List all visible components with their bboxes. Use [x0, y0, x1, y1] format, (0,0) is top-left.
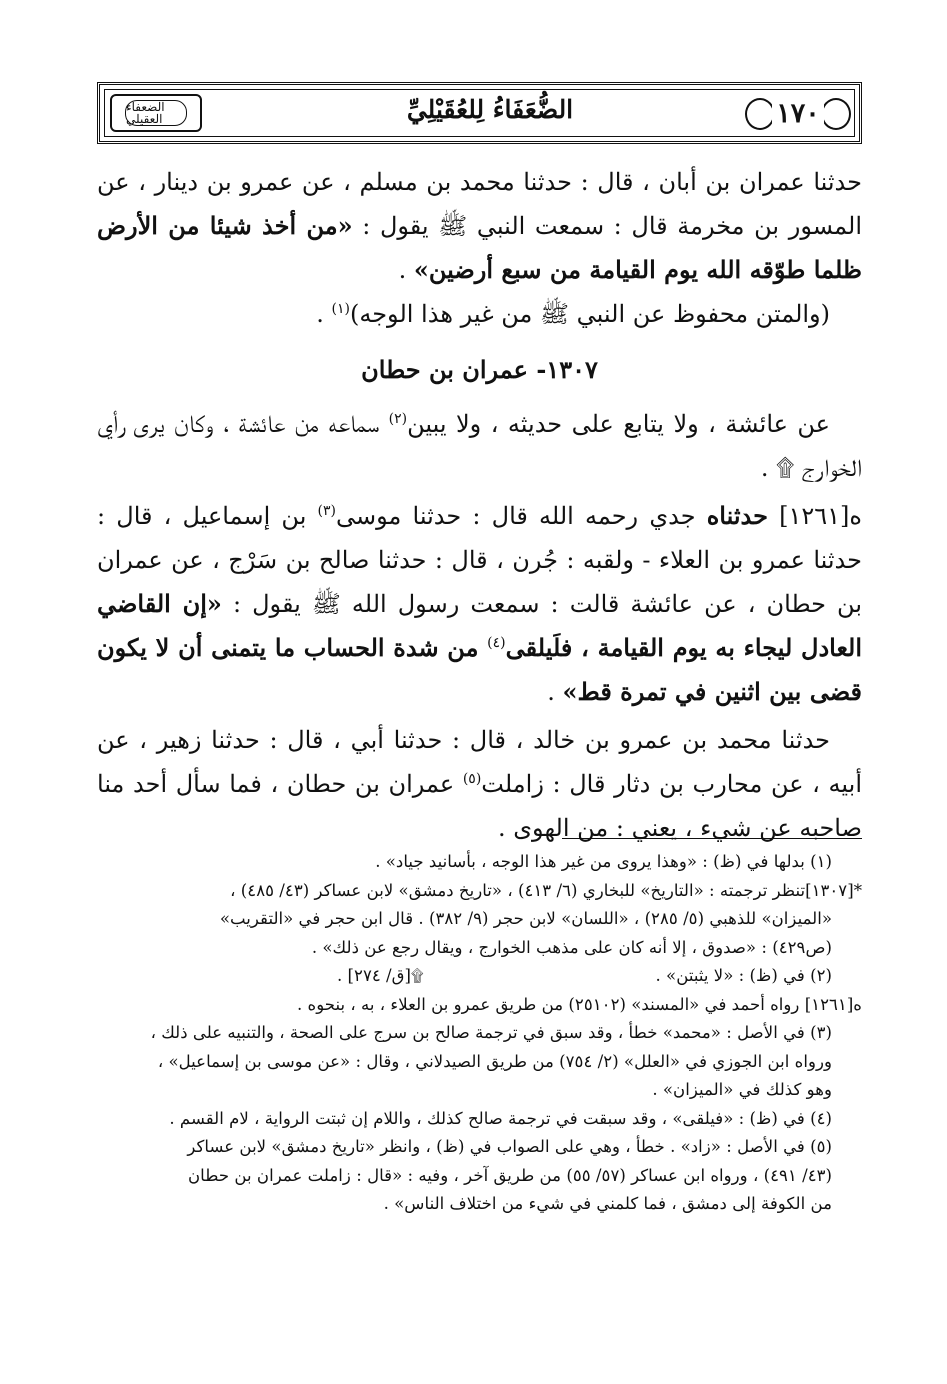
paragraph-4-end: .: [547, 678, 563, 706]
footnote-3-line-3: وهو كذلك في «الميزان» .: [652, 1080, 832, 1099]
footnote-3-line-2: ورواه ابن الجوزي في «العلل» (٢/ ٧٥٤) من طريق الصيدلاني ، وقال : «عن موسى بن إسماعيل» ،: [157, 1051, 832, 1071]
header-title: الضُّعَفَاءُ لِلعُقَيْلِيِّ: [406, 95, 574, 124]
footnote-ref-4: (٤): [487, 635, 506, 651]
footnote-ref-3: (٣): [317, 503, 337, 519]
footnote-ref-5: (٥): [462, 771, 482, 787]
paragraph-1-text: حدثنا عمران بن أبان ، قال : حدثنا محمد بن مسلم ، عن عمرو بن دينار ، عن المسور بن مخرمة قال : سمعت النبي ﷺ يقول :: [97, 168, 862, 240]
paragraph-3: [97, 402, 862, 490]
footnote-1: (١) بدلها في (ظ) : «وهذا يروى من غير هذا الوجه ، بأسانيد جياد» .: [375, 852, 832, 871]
footnote-5-line-3: من الكوفة إلى دمشق ، فما كلمني في شيء من اختلاف الناس» .: [383, 1194, 832, 1213]
hadith-quote-2a: «إن القاضي العادل ليجاء به يوم القيامة ، فلَيلقى: [97, 589, 863, 662]
paragraph-5-text-a: حدثنا محمد بن عمرو بن خالد ، قال : حدثنا أبي ، قال : حدثنا زهير ، عن أبيه ، عن محارب بن دثار قال : زاملت: [97, 726, 862, 798]
hadith-lead-word: حدثناه: [706, 501, 768, 530]
paragraph-3-text-a: عن عائشة ، ولا يتابع على حديثه ، ولا يبين: [407, 410, 831, 438]
footnote-entry-line-2: «الميزان» للذهبي (٥/ ٢٨٥) ، «اللسان» لابن حجر (٩/ ٣٨٢) . قال ابن حجر في «التقريب»: [219, 909, 832, 928]
entry-heading: ١٣٠٧- عمران بن حطان: [361, 355, 598, 384]
paragraph-1: [97, 160, 862, 292]
footnote-2-line: [97, 962, 862, 991]
hadith-number: ه[١٢٦١]: [767, 502, 862, 530]
running-header: [97, 82, 862, 144]
hadith-quote-1: «من أخذ شيئا من الأرض ظلما طوّقه الله يوم القيامة من سبع أرضين»: [97, 211, 862, 284]
paragraph-2-text: (والمتن محفوظ عن النبي ﷺ من غير هذا الوجه): [349, 300, 830, 328]
paragraph-2-end: .: [316, 300, 332, 328]
paragraph-5: [97, 718, 862, 850]
paragraph-4: [97, 494, 862, 714]
page-number: ١٧٠: [772, 98, 824, 129]
footnote-entry-line-3: (ص٤٢٩) : «صدوق ، إلا أنه كان على مذهب الخوارج ، ويقال رجع عن ذلك» .: [311, 937, 832, 957]
footnote-5-line-1: (٥) في الأصل : «زاد» . خطأ ، وهي على الصواب في (ظ) ، وانظر «تاريخ دمشق» لابن عساكر: [187, 1137, 832, 1156]
page-number-badge: [747, 94, 849, 132]
footnote-3-line-1: (٣) في الأصل : «محمد» خطأ ، وقد سبق في ترجمة صالح بن سرج على الصحة ، والتنبيه على ذلك ،: [150, 1023, 832, 1042]
paragraph-3-text-b: سماعه من عائشة ، وكان يرى رأي الخوارج ۩ .: [97, 410, 862, 482]
header-ornament: [110, 94, 202, 132]
footnote-2: (٢) في (ظ) : «لا يثبتن» .: [655, 966, 832, 985]
paragraph-4-text-b: جدي رحمه الله قال : حدثنا موسى: [336, 502, 707, 530]
footnote-separator: [562, 838, 862, 839]
paragraph-1-end: .: [398, 256, 414, 284]
footnote-entry-line-1: *[١٣٠٧]تنظر ترجمته : «التاريخ» للبخاري (٦/ ٤١٣) ، «تاريخ دمشق» لابن عساكر (٤٣/ ٤٨٥) ،: [230, 880, 862, 900]
footnote-5-line-2: (٤٣/ ٤٩١) ، ورواه ابن عساكر (٥٧/ ٥٥) من طريق آخر ، وفيه : «قال : زاملت عمران بن حطان: [188, 1165, 832, 1185]
footnote-4: (٤) في (ظ) : «فيلقى» ، وقد سبقت في ترجمة صالح كذلك ، واللام إن ثبتت الرواية ، لام القسم .: [169, 1108, 832, 1128]
manuscript-folio-marker: ۩[ق/ ٢٧٤] .: [337, 966, 424, 985]
paragraph-2: [97, 292, 862, 336]
footnote-ref-2: (٢): [388, 411, 408, 427]
footnotes: [97, 848, 862, 1219]
hadith-quote-2b: من شدة الحساب ما يتمنى أن لا يكون قضى بين اثنين في تمرة قط»: [97, 633, 862, 706]
footnote-ref-1: (١): [331, 301, 350, 317]
paragraph-5-text-b: عمران بن حطان ، فما سأل أحد منا صاحبه عن شيء ، يعني : من الهوى .: [97, 770, 862, 842]
paragraph-4-text-c: بن إسماعيل ، قال : حدثنا عمرو بن العلاء - ولقبه : جُرن ، قال : حدثنا صالح بن سَرْج ، عن عمران بن حطان ، عن عائشة قالت : سمعت رسول الله ﷺ يقول :: [97, 502, 863, 618]
main-text: [97, 160, 862, 850]
header-ornament-label: الضعفاء العقيلي: [125, 100, 187, 126]
footnote-hadith-1261: ه[١٢٦١] رواه أحمد في «المسند» (٢٥١٠٢) من طريق عمرو بن العلاء ، به ، بنحوه .: [296, 994, 862, 1014]
